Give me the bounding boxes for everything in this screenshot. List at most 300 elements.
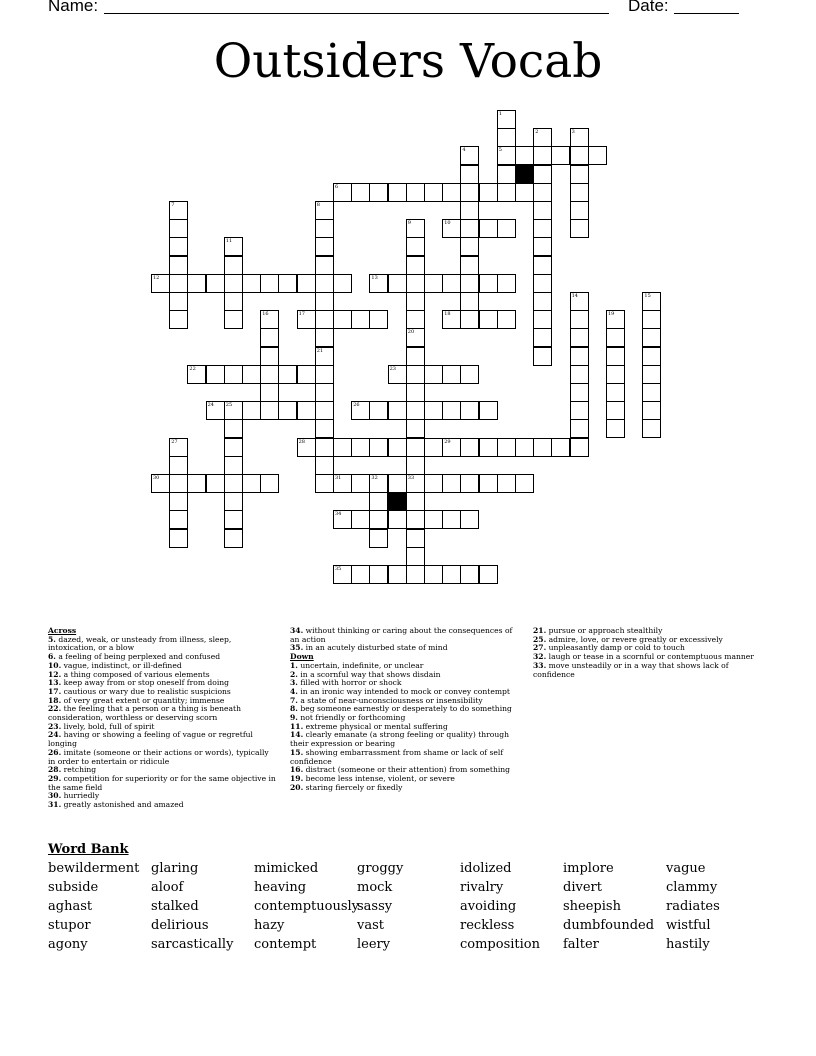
clue-number: 33.	[533, 660, 547, 670]
grid-cell[interactable]	[515, 183, 534, 202]
grid-cell[interactable]	[406, 383, 425, 402]
across-clue	[48, 705, 278, 722]
grid-cell[interactable]	[406, 347, 425, 366]
grid-cell[interactable]	[424, 438, 443, 457]
clue-number: 23.	[48, 721, 62, 731]
clue-number: 10.	[48, 660, 62, 670]
grid-cell[interactable]	[442, 510, 461, 529]
grid-cell[interactable]	[479, 474, 498, 493]
grid-cell[interactable]	[369, 529, 388, 548]
word-bank-word: delirious	[151, 918, 209, 933]
clue-number: 28.	[48, 765, 62, 775]
across-clue	[48, 801, 278, 810]
grid-cell[interactable]	[315, 219, 334, 238]
grid-cell[interactable]	[533, 292, 552, 311]
grid-cell[interactable]	[388, 565, 407, 584]
word-bank-word: contempt	[254, 937, 317, 952]
grid-cell[interactable]	[333, 310, 352, 329]
across-clue	[48, 749, 278, 766]
grid-cell[interactable]	[515, 474, 534, 493]
grid-cell[interactable]	[497, 165, 516, 184]
clue-number: 21.	[533, 626, 547, 635]
grid-cell[interactable]	[388, 183, 407, 202]
grid-cell[interactable]	[570, 347, 589, 366]
word-bank-word: leery	[357, 937, 391, 952]
grid-cell[interactable]	[224, 438, 243, 457]
clue-text: not friendly or forthcoming	[300, 713, 406, 723]
clue-number: 5.	[48, 634, 56, 644]
down-clue	[290, 749, 522, 766]
grid-cell[interactable]	[497, 274, 516, 293]
word-bank-word: subside	[48, 880, 99, 895]
grid-cell[interactable]	[169, 529, 188, 548]
down-heading: Down	[290, 652, 314, 662]
grid-cell[interactable]	[242, 365, 261, 384]
clue-number: 9.	[290, 713, 298, 723]
grid-cell[interactable]	[297, 401, 316, 420]
grid-cell[interactable]	[260, 474, 279, 493]
clue-text: in an acutely disturbed state of mind	[305, 643, 448, 653]
word-bank-word: idolized	[460, 861, 512, 876]
grid-cell[interactable]	[297, 365, 316, 384]
grid-cell[interactable]	[497, 128, 516, 147]
grid-cell[interactable]	[479, 401, 498, 420]
grid-cell[interactable]	[533, 219, 552, 238]
word-bank-word: stalked	[151, 899, 199, 914]
grid-cell[interactable]	[642, 347, 661, 366]
clue-number: 30	[153, 475, 160, 481]
clue-number: 18.	[48, 695, 62, 705]
grid-cell[interactable]	[570, 310, 589, 329]
word-bank-word: sarcastically	[151, 937, 234, 952]
grid-cell[interactable]	[442, 474, 461, 493]
clue-text: extreme physical or mental suffering	[305, 721, 448, 731]
grid-cell[interactable]	[497, 438, 516, 457]
grid-cell[interactable]	[315, 365, 334, 384]
grid-cell[interactable]	[570, 419, 589, 438]
clue-number: 34.	[290, 626, 304, 635]
grid-cell[interactable]	[224, 419, 243, 438]
grid-cell[interactable]	[460, 237, 479, 256]
grid-cell[interactable]	[479, 274, 498, 293]
grid-cell[interactable]	[570, 401, 589, 420]
word-bank-word: radiates	[666, 899, 720, 914]
grid-cell[interactable]	[497, 310, 516, 329]
grid-cell[interactable]	[315, 419, 334, 438]
grid-cell[interactable]	[315, 474, 334, 493]
grid-cell[interactable]	[224, 292, 243, 311]
clue-text: clearly emanate (a strong feeling or quality) through their expression or bearing	[290, 730, 510, 749]
word-bank-word: wistful	[666, 918, 711, 933]
clue-number: 17.	[48, 686, 62, 696]
clue-text: pursue or approach stealthily	[548, 626, 663, 635]
grid-cell[interactable]	[351, 474, 370, 493]
clue-number: 23	[389, 365, 396, 372]
grid-cell[interactable]	[242, 274, 261, 293]
grid-cell[interactable]	[278, 365, 297, 384]
word-bank-word: clammy	[666, 880, 718, 895]
grid-cell[interactable]	[351, 565, 370, 584]
grid-cell[interactable]	[479, 183, 498, 202]
grid-cell[interactable]	[570, 219, 589, 238]
grid-cell[interactable]	[369, 510, 388, 529]
grid-cell[interactable]	[460, 201, 479, 220]
clue-number: 33	[407, 475, 415, 481]
grid-cell[interactable]	[424, 474, 443, 493]
grid-cell[interactable]	[333, 274, 352, 293]
word-bank-word: hastily	[666, 937, 710, 952]
grid-cell[interactable]	[424, 401, 443, 420]
clue-text: without thinking or caring about the consequences of an action	[290, 626, 513, 644]
grid-cell[interactable]	[260, 328, 279, 347]
grid-cell[interactable]	[424, 365, 443, 384]
grid-cell[interactable]	[497, 183, 516, 202]
grid-cell[interactable]	[315, 274, 334, 293]
clue-number: 22	[189, 365, 196, 372]
grid-cell[interactable]	[406, 492, 425, 511]
grid-cell[interactable]	[224, 365, 243, 384]
grid-cell[interactable]	[460, 510, 479, 529]
clue-number: 6.	[48, 652, 56, 662]
grid-cell[interactable]	[442, 274, 461, 293]
clue-text: staring fiercely or fixedly	[305, 782, 403, 792]
clue-number: 26.	[48, 747, 62, 757]
clue-number: 4.	[290, 686, 298, 696]
grid-cell[interactable]	[242, 401, 261, 420]
grid-cell[interactable]	[479, 219, 498, 238]
grid-cell[interactable]	[642, 365, 661, 384]
grid-cell[interactable]	[351, 438, 370, 457]
clue-text: competition for superiority or for the same objective in the same field	[48, 773, 276, 792]
clue-number: 4	[462, 147, 466, 154]
grid-cell[interactable]	[406, 419, 425, 438]
grid-cell[interactable]	[206, 474, 225, 493]
word-bank-title: Word Bank	[48, 842, 129, 857]
grid-cell[interactable]	[460, 565, 479, 584]
grid-cell[interactable]	[278, 274, 297, 293]
grid-cell[interactable]	[533, 183, 552, 202]
clue-number: 19	[608, 311, 615, 318]
clue-number: 27.	[533, 643, 547, 653]
grid-cell[interactable]	[606, 383, 625, 402]
grid-cell[interactable]	[369, 310, 388, 329]
grid-cell[interactable]	[606, 401, 625, 420]
grid-cell[interactable]	[479, 565, 498, 584]
grid-cell[interactable]	[515, 438, 534, 457]
grid-cell[interactable]	[406, 456, 425, 475]
clue-number: 8	[316, 202, 320, 208]
grid-cell[interactable]	[588, 146, 607, 165]
grid-cell[interactable]	[533, 274, 552, 293]
grid-cell[interactable]	[606, 365, 625, 384]
grid-cell[interactable]	[406, 438, 425, 457]
across-clue	[48, 731, 278, 748]
clue-text: filled with horror or shock	[300, 678, 402, 688]
grid-cell[interactable]	[351, 183, 370, 202]
grid-cell[interactable]	[224, 310, 243, 329]
clue-number: 29.	[48, 773, 62, 783]
grid-cell[interactable]	[515, 146, 534, 165]
grid-cell[interactable]	[460, 292, 479, 311]
grid-cell[interactable]	[606, 347, 625, 366]
clue-number: 17	[298, 311, 305, 318]
grid-cell[interactable]	[642, 401, 661, 420]
grid-cell[interactable]	[369, 401, 388, 420]
clue-number: 30.	[48, 791, 62, 801]
grid-cell[interactable]	[206, 274, 225, 293]
clue-number: 16	[262, 311, 269, 318]
grid-cell[interactable]	[169, 474, 188, 493]
clue-number: 9	[407, 220, 411, 227]
grid-cell[interactable]	[442, 365, 461, 384]
grid-cell[interactable]	[260, 383, 279, 402]
grid-cell[interactable]	[406, 274, 425, 293]
clue-text: a feeling of being perplexed and confused	[58, 652, 221, 662]
clue-number: 20.	[290, 782, 304, 792]
grid-cell[interactable]	[242, 474, 261, 493]
grid-cell[interactable]	[460, 310, 479, 329]
clue-number: 14.	[290, 730, 304, 740]
grid-cell[interactable]	[351, 310, 370, 329]
grid-cell[interactable]	[369, 565, 388, 584]
grid-cell[interactable]	[642, 419, 661, 438]
grid-cell[interactable]	[388, 401, 407, 420]
clue-number: 3.	[290, 678, 298, 688]
grid-cell[interactable]	[533, 347, 552, 366]
grid-cell[interactable]	[169, 492, 188, 511]
grid-cell[interactable]	[406, 547, 425, 566]
grid-cell[interactable]	[224, 492, 243, 511]
grid-cell[interactable]	[333, 438, 352, 457]
grid-cell[interactable]	[169, 219, 188, 238]
grid-cell[interactable]	[424, 510, 443, 529]
down-clue	[290, 784, 522, 793]
grid-cell[interactable]	[406, 292, 425, 311]
clue-number: 12	[153, 274, 160, 281]
grid-cell[interactable]	[187, 274, 206, 293]
grid-cell[interactable]	[424, 565, 443, 584]
clue-text: vague, indistinct, or ill-defined	[63, 660, 182, 670]
clue-text: beg someone earnestly or desperately to do something	[300, 704, 512, 714]
name-label: Name:	[48, 0, 99, 15]
grid-cell[interactable]	[570, 383, 589, 402]
grid-cell[interactable]	[533, 438, 552, 457]
grid-cell[interactable]	[315, 237, 334, 256]
grid-cell[interactable]	[406, 510, 425, 529]
grid-cell[interactable]	[570, 438, 589, 457]
grid-cell[interactable]	[224, 510, 243, 529]
clue-text: become less intense, violent, or severe	[305, 773, 455, 783]
grid-cell[interactable]	[533, 237, 552, 256]
grid-cell[interactable]	[388, 510, 407, 529]
grid-cell[interactable]	[315, 256, 334, 275]
grid-cell[interactable]	[315, 292, 334, 311]
grid-cell[interactable]	[479, 310, 498, 329]
clue-number: 25	[225, 402, 233, 409]
grid-cell[interactable]	[460, 219, 479, 238]
grid-cell[interactable]	[406, 365, 425, 384]
grid-cell[interactable]	[460, 438, 479, 457]
grid-cell[interactable]	[406, 237, 425, 256]
grid-cell[interactable]	[169, 292, 188, 311]
grid-cell[interactable]	[460, 165, 479, 184]
clues-column-2	[290, 627, 522, 792]
grid-cell[interactable]	[315, 438, 334, 457]
down-clue	[290, 731, 522, 748]
grid-cell[interactable]	[369, 183, 388, 202]
grid-cell[interactable]	[351, 510, 370, 529]
grid-cell[interactable]	[406, 310, 425, 329]
clue-number: 2.	[290, 669, 298, 679]
grid-cell[interactable]	[260, 365, 279, 384]
grid-cell[interactable]	[570, 183, 589, 202]
clue-number: 2	[535, 129, 539, 136]
clue-text: having or showing a feeling of vague or regretful longing	[48, 730, 253, 749]
grid-cell[interactable]	[224, 256, 243, 275]
grid-cell[interactable]	[297, 274, 316, 293]
grid-cell[interactable]	[533, 201, 552, 220]
grid-cell[interactable]	[533, 146, 552, 165]
across-clue	[48, 636, 278, 653]
grid-cell[interactable]	[315, 401, 334, 420]
clue-number: 7	[171, 202, 175, 208]
grid-cell[interactable]	[533, 256, 552, 275]
grid-cell[interactable]	[570, 165, 589, 184]
clue-text: in an ironic way intended to mock or convey contempt	[300, 686, 510, 696]
clues-column-1	[48, 627, 278, 810]
clue-text: retching	[63, 765, 97, 775]
grid-cell[interactable]	[642, 328, 661, 347]
grid-cell[interactable]	[206, 365, 225, 384]
grid-cell[interactable]	[497, 219, 516, 238]
grid-cell[interactable]	[533, 165, 552, 184]
across-clue	[290, 627, 522, 644]
grid-cell[interactable]	[570, 146, 589, 165]
date-label: Date:	[628, 0, 669, 15]
grid-cell[interactable]	[479, 438, 498, 457]
word-bank-word: contemptuously	[254, 899, 360, 914]
grid-cell[interactable]	[369, 438, 388, 457]
clue-number: 14	[571, 293, 578, 299]
clue-number: 25.	[533, 634, 547, 644]
grid-cell[interactable]	[169, 456, 188, 475]
grid-cell[interactable]	[460, 183, 479, 202]
clue-number: 22.	[48, 704, 62, 714]
clue-number: 11	[225, 238, 233, 245]
grid-cell[interactable]	[260, 401, 279, 420]
grid-cell[interactable]	[187, 474, 206, 493]
grid-cell[interactable]	[642, 310, 661, 329]
clue-number: 6	[335, 183, 339, 190]
grid-cell[interactable]	[442, 401, 461, 420]
grid-cell[interactable]	[406, 401, 425, 420]
across-clue	[48, 775, 278, 792]
grid-cell[interactable]	[497, 474, 516, 493]
grid-cell[interactable]	[369, 492, 388, 511]
grid-cell[interactable]	[533, 328, 552, 347]
grid-cell[interactable]	[224, 456, 243, 475]
grid-cell[interactable]	[442, 183, 461, 202]
grid-cell[interactable]	[169, 510, 188, 529]
grid-cell[interactable]	[570, 201, 589, 220]
clue-number: 7.	[290, 695, 298, 705]
clue-text: in a scornful way that shows disdain	[300, 669, 441, 679]
word-bank-word: dumbfounded	[563, 918, 655, 933]
clue-number: 12.	[48, 669, 62, 679]
grid-cell[interactable]	[424, 274, 443, 293]
clue-number: 28	[298, 438, 305, 445]
clue-number: 1	[498, 111, 502, 117]
clue-text: the feeling that a person or a thing is beneath consideration, worthless or deserving scorn	[48, 704, 241, 723]
grid-cell[interactable]	[606, 419, 625, 438]
grid-cell[interactable]	[406, 565, 425, 584]
word-bank-word: avoiding	[460, 899, 517, 914]
grid-cell[interactable]	[388, 474, 407, 493]
grid-cell[interactable]	[533, 310, 552, 329]
clue-number: 13	[371, 274, 378, 281]
grid-cell[interactable]	[169, 310, 188, 329]
grid-cell[interactable]	[260, 274, 279, 293]
grid-cell[interactable]	[460, 401, 479, 420]
grid-cell[interactable]	[460, 256, 479, 275]
grid-cell[interactable]	[224, 274, 243, 293]
word-bank-word: stupor	[48, 918, 91, 933]
clue-number: 11.	[290, 721, 304, 731]
word-bank-word: heaving	[254, 880, 307, 895]
grid-cell[interactable]	[406, 183, 425, 202]
grid-cell[interactable]	[278, 401, 297, 420]
clue-text: dazed, weak, or unsteady from illness, sleep, intoxication, or a blow	[48, 634, 232, 653]
grid-cell[interactable]	[315, 456, 334, 475]
grid-cell[interactable]	[260, 347, 279, 366]
clue-number: 1.	[290, 660, 298, 670]
clue-number: 3	[571, 129, 575, 136]
clue-text: hurriedly	[63, 791, 100, 801]
word-bank-word: vast	[357, 918, 384, 933]
grid-cell[interactable]	[570, 365, 589, 384]
word-bank-word: rivalry	[460, 880, 504, 895]
grid-cell[interactable]	[315, 310, 334, 329]
grid-cell[interactable]	[424, 183, 443, 202]
grid-cell[interactable]	[551, 438, 570, 457]
grid-cell[interactable]	[169, 256, 188, 275]
grid-cell[interactable]	[224, 529, 243, 548]
word-bank-word: glaring	[151, 861, 199, 876]
grid-cell[interactable]	[169, 237, 188, 256]
grid-cell[interactable]	[388, 438, 407, 457]
grid-cell[interactable]	[551, 146, 570, 165]
grid-cell[interactable]	[315, 328, 334, 347]
grid-cell[interactable]	[224, 474, 243, 493]
grid-cell[interactable]	[460, 274, 479, 293]
grid-cell[interactable]	[169, 274, 188, 293]
clue-text: cautious or wary due to realistic suspicions	[63, 686, 231, 696]
grid-cell[interactable]	[606, 328, 625, 347]
grid-cell[interactable]	[406, 529, 425, 548]
grid-cell[interactable]	[570, 328, 589, 347]
grid-cell[interactable]	[388, 274, 407, 293]
grid-cell[interactable]	[442, 565, 461, 584]
clue-number: 13.	[48, 678, 62, 688]
black-cell	[388, 492, 407, 511]
clue-number: 35	[335, 566, 342, 572]
clue-text: a state of near-unconsciousness or insensibility	[300, 695, 483, 705]
grid-cell[interactable]	[460, 474, 479, 493]
grid-cell[interactable]	[315, 383, 334, 402]
grid-cell[interactable]	[460, 365, 479, 384]
grid-cell[interactable]	[642, 383, 661, 402]
grid-cell[interactable]	[406, 256, 425, 275]
